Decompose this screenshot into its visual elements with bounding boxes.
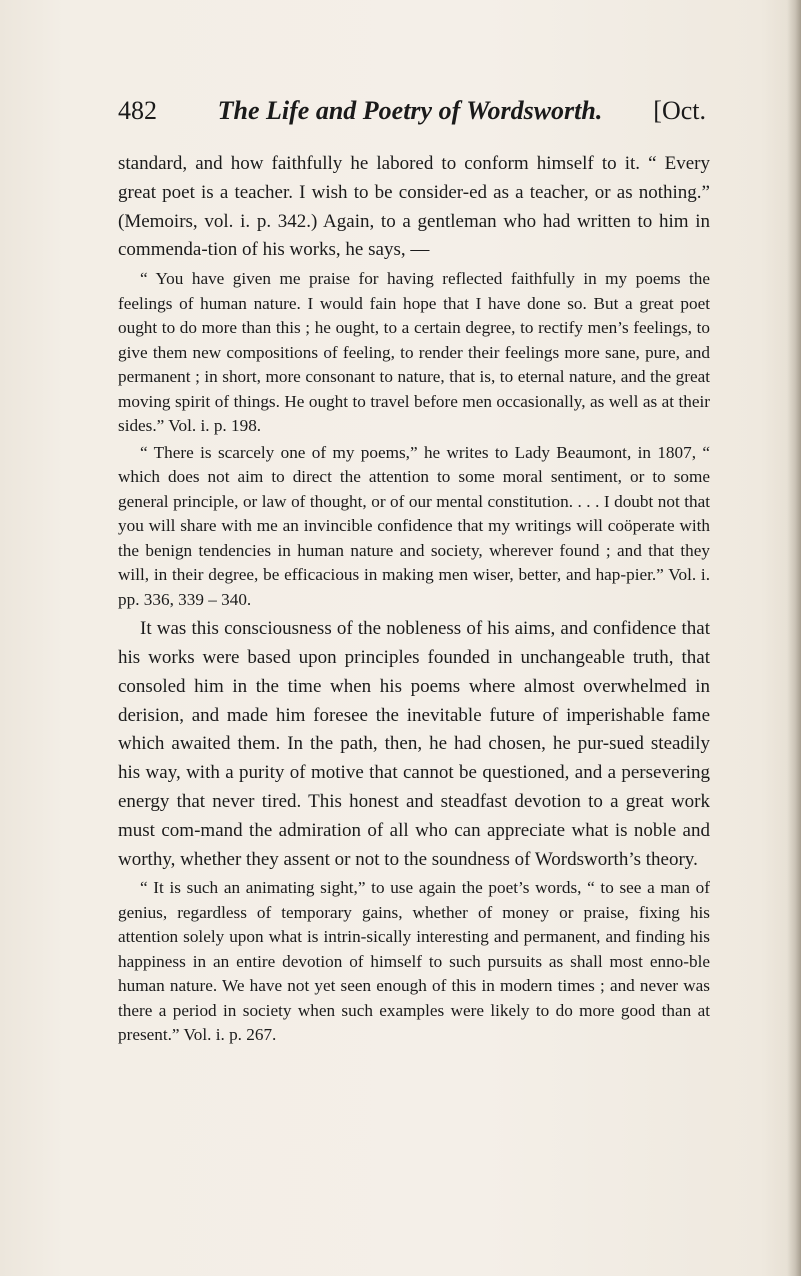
paragraph-consciousness: It was this consciousness of the nobleness of his aims, and confidence that his works were based upon principles founded in unchangeable truth, that consoled him in the time when his poems where almost overwhelmed in derision, and made him foresee the inevitable future of imperishable fame which awaited them. In the path, then, he had chosen, he pur-sued steadily his way, with a purity of motive that cannot be questioned, and a persevering energy that never tired. This honest and steadfast devotion to a great work must com-mand the admiration of all who can appreciate what is noble and worthy, whether they assent or not to the soundness of Wordsworth’s theory.	[118, 618, 710, 870]
quote-animating-sight: “ It is such an animating sight,” to use again the poet’s words, “ to see a man of genius, regardless of temporary gains, whether of money or praise, fixing his attention solely upon what is intrin-sically interesting and permanent, and finding his happiness in an entire devotion of himself to such pursuits as shall most enno-ble human nature. We have not yet seen enough of this in modern times ; and never was there a period in society when such examples were likely to do more good than at present.” Vol. i. p. 267.	[118, 878, 710, 1045]
running-header	[118, 96, 706, 136]
quote-praise: “ You have given me praise for having reflected faithfully in my poems the feelings of human nature. I would fain hope that I have done so. But a great poet ought to do more than this ; he ought, to a certain degree, to rectify men’s feelings, to give them new compositions of feeling, to render their feelings more sane, pure, and permanent ; in short, more consonant to nature, that is, to eternal nature, and the great moving spirit of things. He ought to travel before men occasionally, as well as at their sides.” Vol. i. p. 198.	[118, 269, 710, 436]
page-number: 482	[118, 96, 157, 125]
page-edge-shadow	[787, 0, 801, 1276]
quote-lady-beaumont: “ There is scarcely one of my poems,” he writes to Lady Beaumont, in 1807, “ which does not aim to direct the attention to some moral sentiment, or to some general principle, or law of thought, or of our mental constitution. . . . I doubt not that you will share with me an invincible confidence that my writings will coöperate with the benign tendencies in human nature and society, wherever found ; and that they will, in their degree, be efficacious in making men wiser, better, and hap-pier.” Vol. i. pp. 336, 339 – 340.	[118, 442, 710, 609]
page-body	[118, 150, 710, 1048]
running-title: The Life and Poetry of Wordsworth.	[217, 96, 603, 125]
paragraph-standard: standard, and how faithfully he labored to conform himself to it. “ Every great poet is a teacher. I wish to be consider-ed as a teacher, or as nothing.” (Memoirs, vol. i. p. 342.) Again, to a gentleman who had written to him in commenda-tion of his works, he says, —	[118, 153, 710, 261]
issue-month: [Oct.	[653, 96, 706, 125]
